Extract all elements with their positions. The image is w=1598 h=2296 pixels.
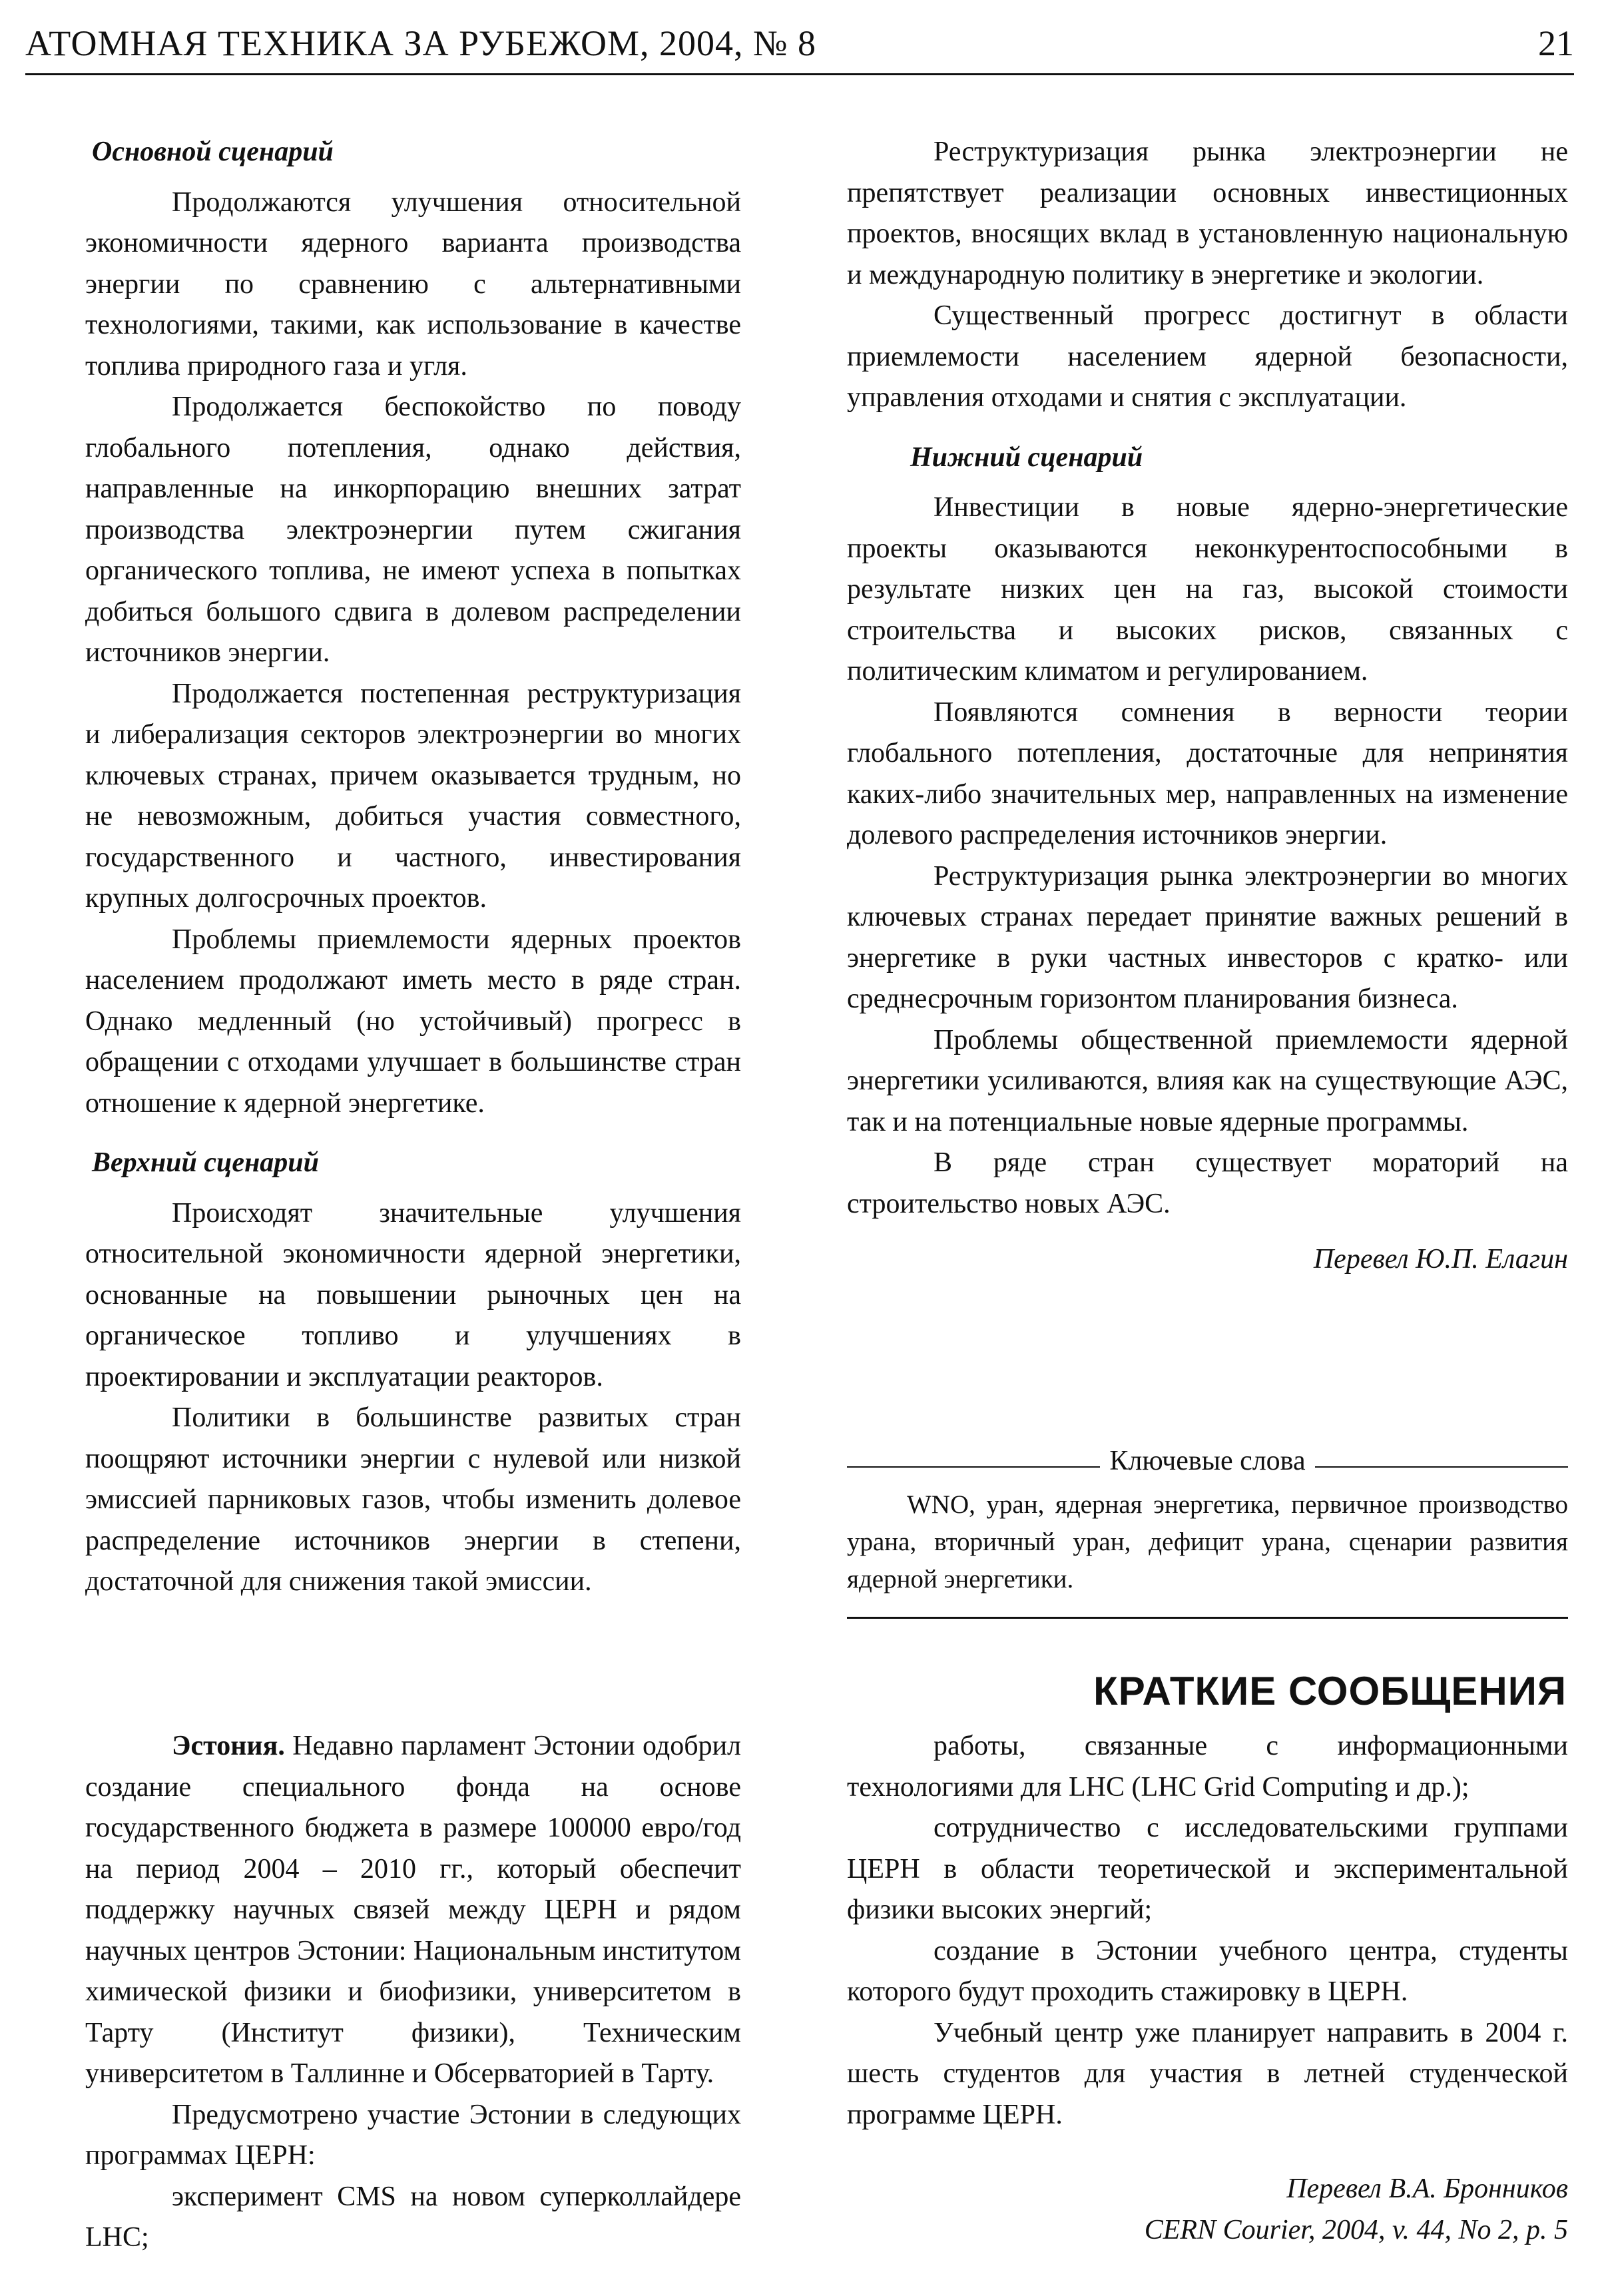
journal-title: АТОМНАЯ ТЕХНИКА ЗА РУБЕЖОМ, 2004, № 8 [25, 23, 817, 63]
page-header [25, 23, 1574, 75]
keywords-heading [847, 1445, 1568, 1485]
paragraph: Существенный прогресс достигнут в области приемлемости населением ядерной безопасности, управления отходами и снятия с эксплуатации. [847, 300, 1568, 413]
paragraph: сотрудничество с исследовательскими группами ЦЕРН в области теоретической и экспериментальной физики высоких энергий; [847, 1813, 1568, 1925]
paragraph: Политики в большинстве развитых стран поощряют источники энергии с нулевой или низкой эмиссией парниковых газов, чтобы изменить долевое распределение источников энергии в степени, достаточной для снижения такой эмиссии. [85, 1402, 741, 1597]
paragraph: Появляются сомнения в верности теории глобального потепления, достаточные для непринятия каких-либо значительных мер, направленных на изменение долевого распределения источников энергии. [847, 697, 1568, 850]
subhead-lower-scenario: Нижний сценарий [910, 441, 1143, 473]
paragraph: Инвестиции в новые ядерно-энергетические проекты оказываются неконкурентоспособными в результате низких цен на газ, высокой стоимости строительства и высоких рисков, связанных с политическим климатом и регулированием. [847, 492, 1568, 687]
keywords-title: Ключевые слова [1100, 1446, 1314, 1476]
page-number: 21 [1538, 23, 1574, 63]
paragraph: Продолжается беспокойство по поводу глобального потепления, однако действия, направленные на инкорпорацию внешних затрат производства электроэнергии путем сжигания органического топлива, не имеют успеха в попытках добиться большого сдвига в долевом распределении источников энергии. [85, 392, 741, 668]
paragraph: Продолжается постепенная реструктуризация и либерализация секторов электроэнергии во многих ключевых странах, причем оказывается трудным, но не невозможным, добиться участия совместного, государственного и частного, инвестирования крупных долгосрочных проектов. [85, 678, 741, 914]
translator-signature: Перевел В.А. Бронников [1286, 2173, 1568, 2204]
paragraph: Проблемы приемлемости ядерных проектов населением продолжают иметь место в ряде стран. Однако медленный (но устойчивый) прогресс в обращении с отходами улучшает в большинстве стран отношение к ядерной энергетике. [85, 924, 741, 1119]
section-title: КРАТКИЕ СООБЩЕНИЯ [1093, 1669, 1567, 1713]
paragraph: эксперимент CMS на новом суперколлайдере LHC; [85, 2181, 741, 2253]
country-lead: Эстония. [172, 1731, 285, 1761]
left-column-top [85, 132, 741, 1603]
paragraph: Реструктуризация рынка электроэнергии не препятствует реализации основных инвестиционных проектов, вносящих вклад в установленную национальную и международную политику в энергетике и экологии. [847, 137, 1568, 290]
paragraph: Проблемы общественной приемлемости ядерной энергетики усиливаются, влияя как на существующие АЭС, так и на потенциальные новые ядерные программы. [847, 1024, 1568, 1137]
paragraph: Реструктуризация рынка электроэнергии во многих ключевых странах передает принятие важных решений в энергетике в руки частных инвесторов с кратко- или среднесрочным горизонтом планирования бизнеса. [847, 860, 1568, 1014]
paragraph: Предусмотрено участие Эстонии в следующих программах ЦЕРН: [85, 2099, 741, 2171]
paragraph: создание в Эстонии учебного центра, студенты которого будут проходить стажировку в ЦЕРН. [847, 1935, 1568, 2007]
subhead-main-scenario: Основной сценарий [92, 137, 334, 167]
paragraph [85, 1726, 741, 2095]
keywords-body [847, 1486, 1568, 1598]
subhead-upper-scenario: Верхний сценарий [92, 1147, 320, 1178]
keywords-bottom-rule [847, 1617, 1568, 1619]
paragraph: В ряде стран существует мораторий на строительство новых АЭС. [847, 1147, 1568, 1219]
left-column-bottom [85, 1726, 741, 2259]
paragraph: Происходят значительные улучшения относительной экономичности ядерной энергетики, основанные на повышении рыночных цен на органическое топливо и улучшениях в проектировании и эксплуатации реакторов. [85, 1197, 741, 1392]
translator-signature: Перевел Ю.П. Елагин [1313, 1244, 1568, 1275]
keywords-text: WNO, уран, ядерная энергетика, первичное производство урана, вторичный уран, дефицит урана, сценарии развития ядерной энергетики. [847, 1490, 1568, 1593]
right-column-bottom [847, 1726, 1568, 2251]
estonia-text: Недавно парламент Эстонии одобрил создание специального фонда на основе государственного бюджета в размере 100000 евро/год на период 2004 – 2010 гг., который обеспечит поддержку научных связей между ЦЕРН и рядом научных центров Эстонии: Национальным институтом химической физики и биофизики, университетом в Тарту (Институт физики), Техническим университетом в Таллинне и Обсерваторией в Тарту. [85, 1731, 742, 2089]
paragraph: Учебный центр уже планирует направить в 2004 г. шесть студентов для участия в летней студенческой программе ЦЕРН. [847, 2017, 1568, 2130]
paragraph: Продолжаются улучшения относительной экономичности ядерного варианта производства энергии по сравнению с альтернативными технологиями, такими, как использование в качестве топлива природного газа и угля. [85, 186, 741, 382]
right-column-top [847, 132, 1568, 1281]
paragraph: работы, связанные с информационными технологиями для LHC (LHC Grid Computing и др.); [847, 1731, 1568, 1803]
source-citation: CERN Courier, 2004, v. 44, No 2, p. 5 [1144, 2214, 1568, 2245]
